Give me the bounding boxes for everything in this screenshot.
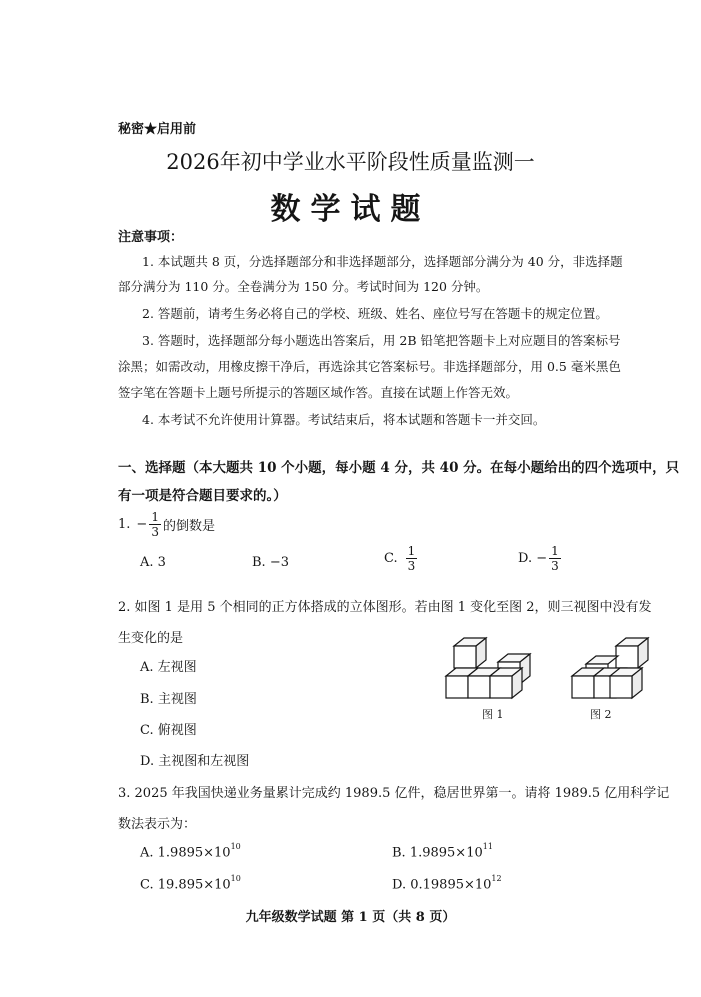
section-heading-line-2: 有一项是符合题目要求的。） (118, 488, 287, 504)
fraction (549, 544, 561, 573)
q2-option-c: C. 俯视图 (140, 723, 197, 738)
section-heading-line-1: 一、选择题（本大题共 10 个小题，每小题 4 分，共 40 分。在每小题给出的四个选项中，只 (118, 460, 680, 476)
question-2-line-2: 生变化的是 (118, 631, 184, 646)
option-text: D. 0.19895×10 (392, 877, 492, 893)
exponent: 12 (491, 874, 502, 883)
option-text: A. 1.9895×10 (140, 845, 231, 861)
question-number: 1. (118, 517, 131, 532)
page-footer: 九年级数学试题 第 1 页（共 8 页） (245, 910, 456, 925)
cube (490, 668, 522, 698)
figure-1-label: 图 1 (482, 708, 504, 721)
q1-option-a: A. 3 (140, 555, 166, 570)
note-line-2: 部分满分为 110 分。全卷满分为 150 分。考试时间为 120 分钟。 (118, 279, 489, 294)
cube (616, 638, 648, 668)
note-line-1: 1. 本试题共 8 页，分选择题部分和非选择题部分，选择题部分满分为 40 分，非选择题 (142, 254, 623, 269)
question-1-stem (118, 510, 215, 539)
q3-option-c (140, 876, 241, 892)
minus-sign: − (136, 517, 148, 532)
q1-option-b: B. −3 (252, 555, 289, 570)
notes-heading: 注意事项： (118, 230, 184, 245)
exam-title: 2026年初中学业水平阶段性质量监测一 (166, 150, 535, 174)
fraction-denominator: 3 (407, 559, 416, 573)
q2-option-b: B. 主视图 (140, 692, 197, 707)
q3-option-b (392, 844, 493, 860)
fraction-denominator: 3 (151, 525, 159, 539)
exponent: 10 (230, 842, 241, 851)
option-label: D. − (518, 551, 548, 566)
note-line-6: 签字笔在答题卡上题号所提示的答题区域作答。直接在试题上作答无效。 (118, 385, 519, 400)
figure-1-cubes (440, 636, 540, 704)
note-line-4: 3. 答题时，选择题部分每小题选出答案后，用 2B 铅笔把答题卡上对应题目的答案标号 (142, 333, 621, 348)
fraction-numerator: 1 (151, 510, 159, 524)
option-label: C. (384, 551, 398, 566)
fraction (406, 544, 418, 573)
option-text: C. 19.895×10 (140, 877, 231, 893)
fraction-numerator: 1 (551, 544, 559, 558)
question-3-line-2: 数法表示为： (118, 817, 197, 832)
note-line-3: 2. 答题前，请考生务必将自己的学校、班级、姓名、座位号写在答题卡的规定位置。 (142, 306, 608, 321)
exponent: 10 (230, 874, 241, 883)
note-line-5: 涂黑；如需改动，用橡皮擦干净后，再选涂其它答案标号。非选择题部分，用 0.5 毫米黑色 (118, 359, 621, 374)
option-text: B. 1.9895×10 (392, 845, 483, 861)
q2-option-a: A. 左视图 (140, 660, 197, 675)
cube (610, 668, 642, 698)
figure-2-label: 图 2 (590, 708, 612, 721)
figure-2-cubes (566, 636, 656, 704)
q2-option-d: D. 主视图和左视图 (140, 754, 250, 769)
cube (454, 638, 486, 668)
q3-option-d (392, 876, 502, 892)
fraction (149, 510, 161, 539)
fraction-denominator: 3 (551, 559, 559, 573)
fraction-numerator: 1 (407, 544, 416, 558)
q1-option-c (384, 544, 419, 573)
exam-subtitle: 数学试题 (270, 192, 431, 227)
q3-option-a (140, 844, 241, 860)
note-line-7: 4. 本考试不允许使用计算器。考试结束后，将本试题和答题卡一并交回。 (142, 412, 546, 427)
question-text: 的倒数是 (162, 519, 215, 534)
q1-option-d (518, 544, 563, 573)
question-2-line-1: 2. 如图 1 是用 5 个相同的正方体搭成的立体图形。若由图 1 变化至图 2，则三视图中没有发 (118, 600, 652, 615)
exponent: 11 (482, 842, 493, 851)
secret-mark: 秘密★启用前 (118, 122, 197, 137)
question-3-line-1: 3. 2025 年我国快递业务量累计完成约 1989.5 亿件，稳居世界第一。请将 1989.5 亿用科学记 (118, 786, 670, 801)
